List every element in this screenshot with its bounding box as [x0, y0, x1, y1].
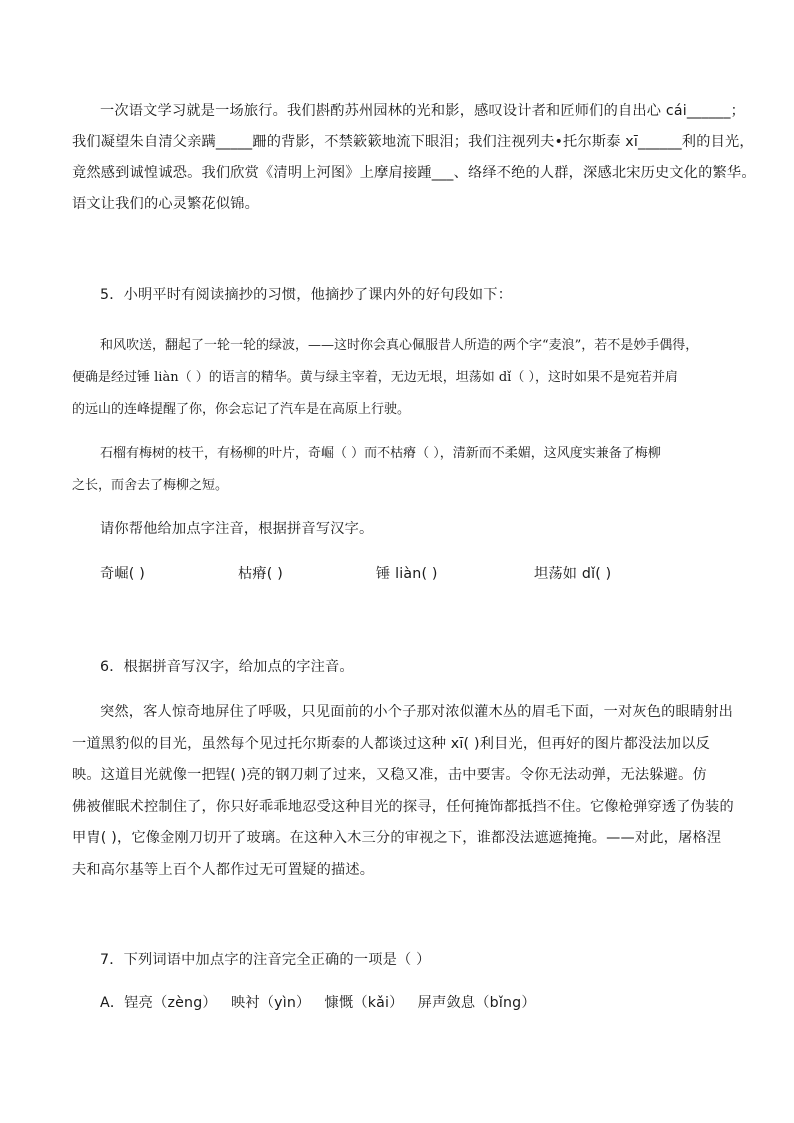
excerpt-1-line-3: 的远山的连峰提醒了你，你会忘记了汽车是在高原上行驶。: [72, 402, 411, 417]
question-5-excerpt-2: [72, 438, 732, 502]
q6-line-2: 一道黑豹似的目光，虽然每个见过托尔斯泰的人都谈过这种 xī( )利目光，但再好的图片都没法加以反: [72, 735, 710, 752]
passage-1: [72, 96, 756, 220]
passage-1-line-2: 我们凝望朱自清父亲蹒_____跚的背影，不禁簌簌地流下眼泪；我们注视列夫•托尔斯泰 xī______利的目光，: [72, 134, 754, 150]
question-5-excerpt-1: [72, 330, 732, 426]
q6-line-6: 夫和高尔基等上百个人都作过无可置疑的描述。: [72, 861, 375, 878]
passage-1-line-4: 语文让我们的心灵繁花似锦。: [72, 196, 260, 212]
excerpt-2-line-2: 之长，而舍去了梅柳之短。: [72, 478, 229, 493]
blank-kuji: 枯瘠( ): [238, 566, 283, 582]
blank-tandangrudi: 坦荡如 dǐ( ): [534, 566, 612, 582]
question-7-option-a: A．锃亮（zèng） 映衬（yìn） 慷慨（kǎi） 屏声敛息（bǐng）: [100, 995, 536, 1011]
question-5-instruction: 请你帮他给加点字注音，根据拼音写汉字。: [100, 521, 374, 537]
question-7-title: 7．下列词语中加点字的注音完全正确的一项是（ ）: [100, 952, 431, 968]
question-5-title: 5．小明平时有阅读摘抄的习惯，他摘抄了课内外的好句段如下：: [100, 287, 513, 303]
question-6-title: 6．根据拼音写汉字，给加点的字注音。: [100, 659, 354, 675]
q6-line-3: 映。这道目光就像一把锃( )亮的钢刀刺了过来，又稳又准，击中要害。令你无法动弹，无法躲避。仿: [72, 767, 707, 783]
passage-1-line-3: 竟然感到诚惶诚恐。我们欣赏《清明上河图》上摩肩接踵___、络绎不绝的人群，深感北宋历史文化的繁华。: [72, 165, 756, 181]
q6-line-5: 甲胄( )，它像金刚刀切开了玻璃。在这种入木三分的审视之下，谁都没法遮遮掩掩。——对此，屠格涅: [72, 830, 722, 846]
question-6-passage: [72, 697, 732, 886]
excerpt-1-line-2: 便确是经过锤 liàn（ ）的语言的精华。黄与绿主宰着，无边无垠，坦荡如 dǐ（ ），这时如果不是宛若并肩: [72, 370, 678, 385]
excerpt-2-line-1: 石榴有梅树的枝干，有杨柳的叶片，奇崛（ ）而不枯瘠（ ），清新而不柔媚，这风度实兼备了梅柳: [100, 446, 661, 461]
passage-1-line-1: 一次语文学习就是一场旅行。我们斟酌苏州园林的光和影，感叹设计者和匠师们的自出心 cái______；: [100, 103, 746, 119]
blank-chuilian: 锤 liàn( ): [376, 566, 438, 582]
q6-line-4: 佛被催眠术控制住了，你只好乖乖地忍受这种目光的探寻，任何掩饰都抵挡不住。它像枪弹穿透了伪装的: [72, 798, 734, 815]
q6-line-1: 突然，客人惊奇地屏住了呼吸，只见面前的小个子那对浓似灌木丛的眉毛下面，一对灰色的眼睛射出: [100, 704, 734, 720]
blank-qijue: 奇崛( ): [100, 566, 145, 582]
excerpt-1-line-1: 和风吹送，翻起了一轮一轮的绿波，——这时你会真心佩服昔人所造的两个字“麦浪”，若不是妙手偶得，: [100, 338, 699, 353]
